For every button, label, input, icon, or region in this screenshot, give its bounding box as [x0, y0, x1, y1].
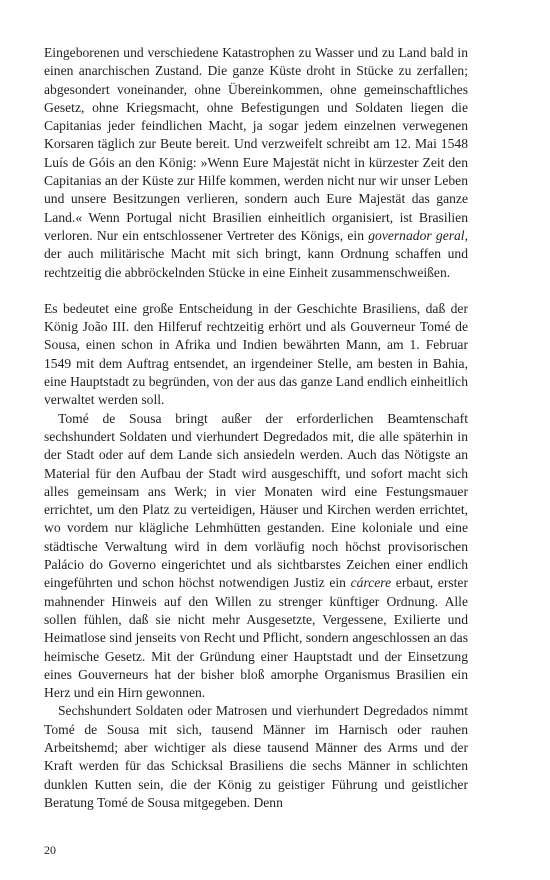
paragraph-1-text-b: der auch militärische Macht mit sich bringt, kann Ordnung schaffen und rechtzeitig die abbröckelnden Stücke in eine Einheit zusammenschweißen.	[44, 246, 468, 280]
paragraph-2	[44, 300, 468, 410]
paragraph-1-italic-term: governador geral,	[368, 227, 468, 243]
paragraph-1	[44, 44, 468, 282]
paragraph-3	[44, 410, 468, 703]
paragraph-2-text: Es bedeutet eine große Entscheidung in der Geschichte Brasiliens, daß der König João III. den Hilferuf rechtzeitig erhört und als Gouverneur Tomé de Sousa, einen schon in Afrika und Indien bewährten Mann, am 1. Februar 1549 mit dem Auftrag entsendet, an irgendeiner Stelle, am besten in Bahia, eine Hauptstadt zu begründen, von der aus das ganze Land endlich einheitlich verwaltet werden soll.	[44, 300, 468, 408]
paragraph-3-text-a: Tomé de Sousa bringt außer der erforderlichen Beamtenschaft sechshundert Soldaten und vierhundert Degredados mit, die alle späterhin in der Stadt oder auf dem Lande sich ansiedeln werden. Auch das Nötigste an Material für den Aufbau der Stadt wird ausgeschifft, und sofort macht sich alles gemeinsam ans Werk; in vier Monaten wird eine Festungsmauer errichtet, um den Platz zu verteidigen, Häuser und Kirchen werden errichtet, wo vordem nur klägliche Lehmhütten gestanden. Eine koloniale und eine städtische Verwaltung wird in dem vorläufig noch höchst provisorischen Palácio do Governo eingerichtet und als sichtbarstes Zeichen einer endlich eingeführten und schon höchst notwendigen Justiz ein	[44, 410, 468, 591]
paragraph-4-text: Sechshundert Soldaten oder Matrosen und vierhundert Degredados nimmt Tomé de Sousa mit sich, tausend Männer im Harnisch oder rauhen Arbeitshemd; aber wichtiger als diese tausend Männer des Arms und der Kraft werden für das Schicksal Brasiliens die sechs Männer in schlichten dunklen Kutten sein, die der König zu geistiger Führung und geistlicher Beratung Tomé de Sousa mitgegeben. Denn	[44, 703, 468, 810]
book-page-body	[44, 44, 468, 812]
paragraph-4	[44, 702, 468, 812]
section-break	[44, 282, 468, 300]
page-number: 20	[44, 843, 56, 857]
paragraph-3-italic-term: cárcere	[350, 575, 392, 591]
paragraph-3-text-b: erbaut, erster mahnender Hinweis auf den Willen zu strenger künftiger Ordnung. Alle sollen fühlen, daß sie nicht mehr Ausgesetzte, Vergessene, Exilierte und Heimatlose sind jenseits von Recht und Pflicht, sondern angeschlossen an das heimische Gesetz. Mit der Gründung einer Hauptstadt und der Einsetzung eines Gouverneurs hat der bisher bloß amorphe Organismus Brasilien ein Herz und ein Hirn gewonnen.	[44, 575, 468, 701]
paragraph-1-text-a: Eingeborenen und verschiedene Katastrophen zu Wasser und zu Land bald in einen anarchischen Zustand. Die ganze Küste droht in Stücke zu zerfallen; abgesondert voneinander, ohne Übereinkommen, ohne gemeinschaftliches Gesetz, ohne Kriegsmacht, ohne Befestigungen und Soldaten liegen die Capitanias jeder feindlichen Macht, ja sogar jedem einzelnen verwegenen Korsaren täglich zur Beute bereit. Und verzweifelt schreibt am 12. Mai 1548 Luís de Góis an den König: »Wenn Eure Majestät nicht in kürzester Zeit den Capitanias an der Küste zur Hilfe kommen, werden nicht nur wir unser Leben und unsere Besitzungen verlieren, sondern auch Eure Majestät das ganze Land.« Wenn Portugal nicht Brasilien einheitlich organisiert, ist Brasilien verloren. Nur ein entschlossener Vertreter des Königs, ein	[44, 45, 468, 243]
